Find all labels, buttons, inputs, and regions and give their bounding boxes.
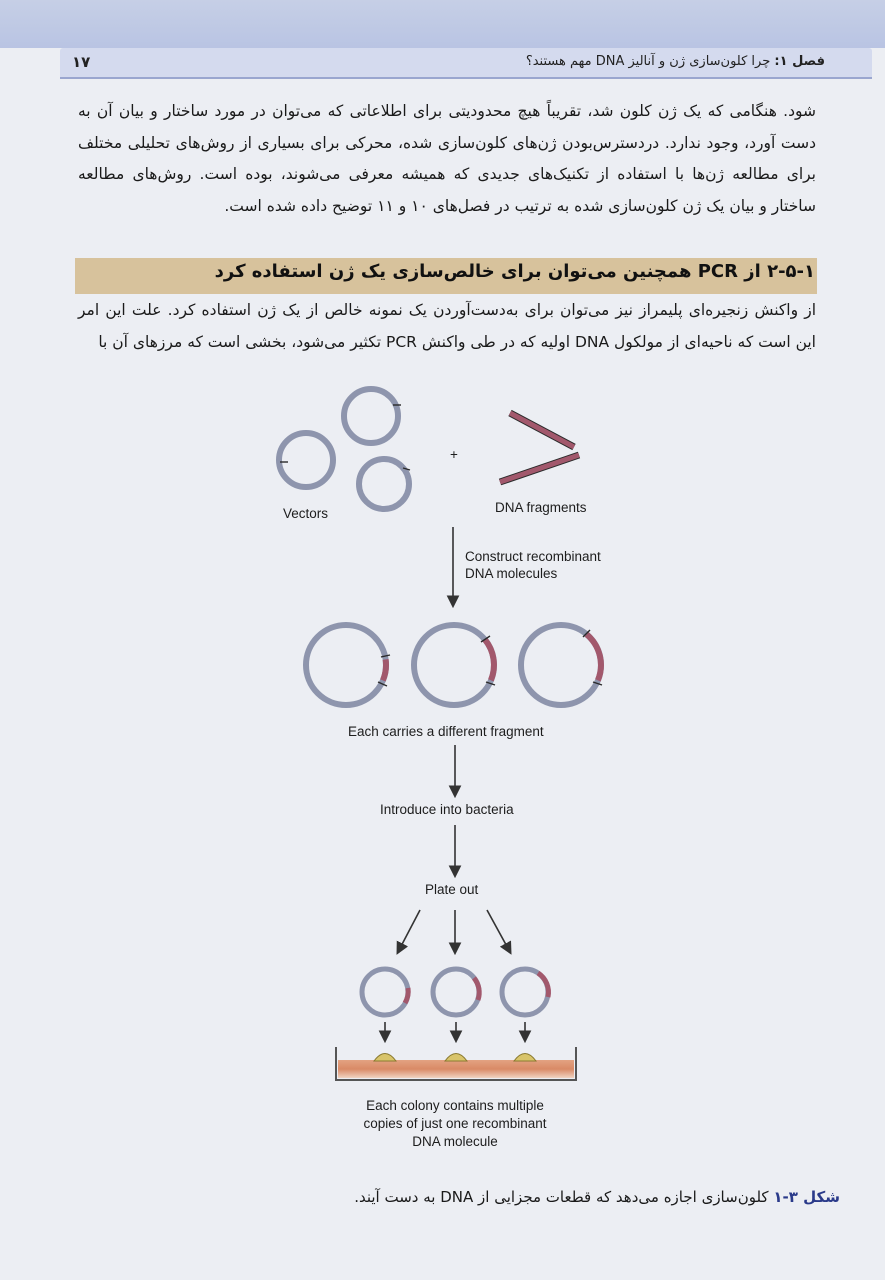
step-construct-line1: Construct recombinant [465, 549, 601, 564]
vector-plasmids [279, 389, 409, 509]
recombinant-plasmid [306, 625, 386, 705]
bacterial-colony [374, 1054, 396, 1062]
vector-plasmid [344, 389, 398, 443]
colony-plasmid [433, 969, 479, 1015]
caption-text: کلون‌سازی اجازه می‌دهد که قطعات مجزایی از DNA به دست آیند. [354, 1188, 769, 1206]
section-title: از PCR همچنین می‌توان برای خالص‌سازی یک ژن استفاده کرد [214, 261, 761, 282]
recombinant-plasmid [414, 625, 494, 705]
chapter-title-text: چرا کلون‌سازی ژن و آنالیز DNA مهم هستند؟ [525, 54, 771, 69]
colony-plasmids [362, 969, 548, 1015]
split-arrows [398, 910, 510, 952]
figure-caption [354, 1188, 840, 1206]
vector-plasmid [359, 459, 409, 509]
chapter-label: فصل ۱: [774, 54, 825, 69]
introduce-label: Introduce into bacteria [380, 802, 514, 817]
plus-sign: + [450, 447, 458, 462]
colony-label-line1: Each colony contains multiple [366, 1098, 544, 1113]
body-paragraph-2: از واکنش زنجیره‌ای پلیمراز نیز می‌توان برای به‌دست‌آوردن یک نمونه خالص از یک ژن استفاده کرد. علت این امر این است که ناحیه‌ای از مولکول DNA اولیه که در طی واکنش PCR تکثیر می‌شود، بخشی است که مرزهای آن با [78, 301, 816, 351]
body-paragraph-1: شود. هنگامی که یک ژن کلون شد، تقریباً هیچ محدودیتی برای اطلاعاتی که می‌توان در مورد ساختار و بیان آن به دست آورد، وجود ندارد. دردسترس‌بودن ژن‌های کلون‌سازی شده، محرکی برای بسیاری از روش‌های تحلیلی مختلف برای مطالعه ژن‌ها با استفاده از تکنیک‌های جدیدی که همیشه معرفی می‌شوند، بوده است. روش‌های مطالعه ساختار و بیان یک ژن کلون‌سازی شده به ترتیب در فصل‌های ۱۰ و ۱۱ توضیح داده شده است. [78, 102, 816, 215]
petri-plate [336, 1047, 576, 1080]
plate-out-label: Plate out [425, 882, 479, 897]
each-carries-label: Each carries a different fragment [348, 724, 544, 739]
dna-fragments [500, 413, 579, 482]
colony-plasmid [362, 969, 408, 1015]
bacterial-colony [445, 1054, 467, 1062]
step-construct-line2: DNA molecules [465, 566, 558, 581]
vectors-label: Vectors [283, 506, 329, 521]
fragments-label: DNA fragments [495, 500, 587, 515]
caption-label: شکل ۳-۱ [773, 1188, 840, 1206]
colony-label-line2: copies of just one recombinant [363, 1116, 547, 1131]
recombinant-plasmids [306, 625, 602, 705]
vector-plasmid [279, 433, 333, 487]
page-number: ۱۷ [72, 53, 91, 71]
colony-label-line3: DNA molecule [412, 1134, 498, 1149]
bacterial-colony [514, 1054, 536, 1062]
section-number: ۲-۵-۱ [767, 261, 815, 282]
